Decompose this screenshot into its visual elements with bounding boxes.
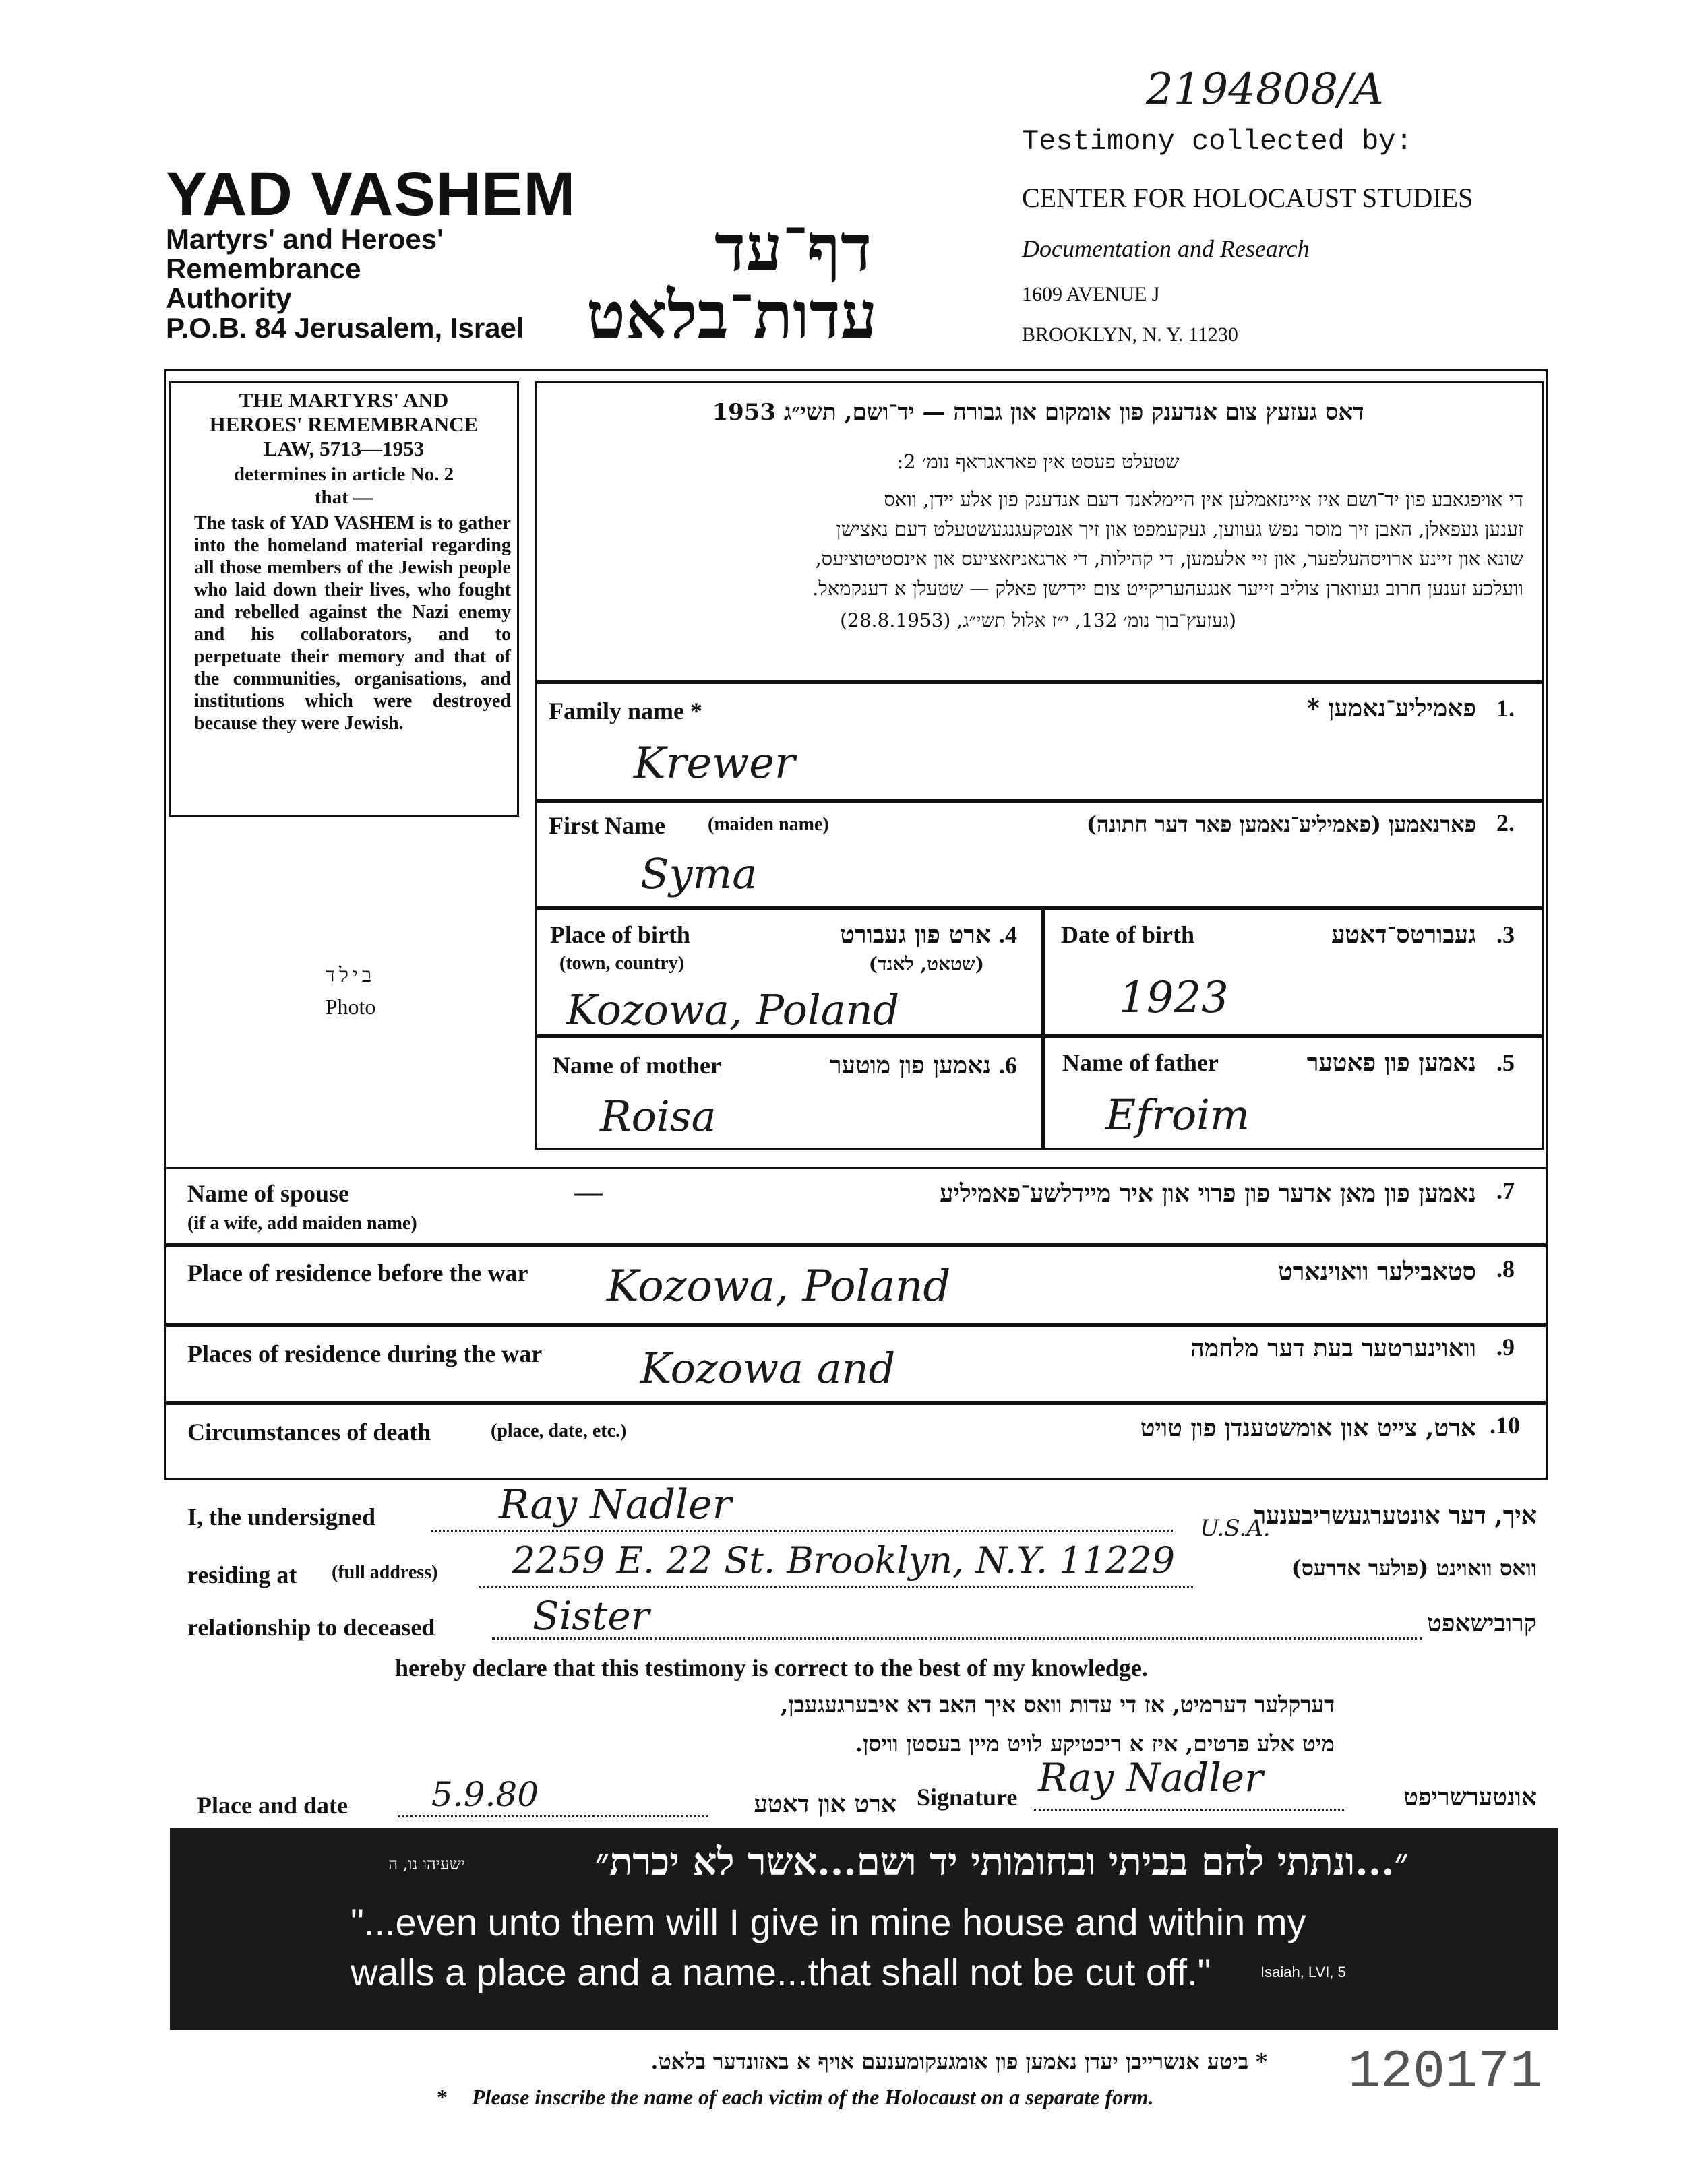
banner-english-ref: Isaiah, LVI, 5 xyxy=(1260,1964,1346,1980)
date-of-birth-label: Date of birth xyxy=(1061,921,1194,948)
first-name-value[interactable]: Syma xyxy=(640,849,758,898)
yiddish-law-line3: די אויפגאבע פון יד־ושם איז איינזאמלען אין היימלאנד דעם אנדענק פון אלע יידן, וואס xyxy=(884,488,1523,511)
place-of-birth-label: Place of birth xyxy=(550,921,690,948)
family-name-value[interactable]: Krewer xyxy=(634,739,795,788)
address-extra[interactable]: U.S.A. xyxy=(1200,1515,1271,1542)
photo-label: Photo xyxy=(325,995,376,1019)
hebrew-title2: עדות־בלאט xyxy=(586,277,878,353)
family-name-heb: פאמיליע־נאמען * xyxy=(1307,694,1476,722)
banner-hebrew-ref: ישעיהו נו, ה xyxy=(388,1854,465,1873)
residence-before-heb: סטאבילער וואוינארט xyxy=(1278,1257,1476,1286)
family-name-label: Family name * xyxy=(549,697,702,724)
mother-num: .6 xyxy=(999,1052,1017,1079)
residence-during-heb: וואוינערטער בעת דער מלחמה xyxy=(1190,1334,1476,1363)
circumstances-sub: (place, date, etc.) xyxy=(491,1421,627,1441)
hebrew-title1: דף־עד xyxy=(714,210,872,286)
place-of-birth-heb-sub: (שטאט, לאנד) xyxy=(868,953,984,975)
law-line4: determines in article No. 2 xyxy=(233,464,454,485)
center-street: 1609 AVENUE J xyxy=(1022,283,1160,305)
father-num: .5 xyxy=(1496,1049,1515,1076)
footer-asterisk: * xyxy=(437,2085,448,2109)
center-city: BROOKLYN, N. Y. 11230 xyxy=(1022,323,1238,346)
place-of-birth-value[interactable]: Kozowa, Poland xyxy=(566,985,900,1034)
banner-english1: "...even unto them will I give in mine house and within my xyxy=(351,1901,1306,1943)
photo-hebrew: בילד xyxy=(325,964,376,987)
mother-heb: נאמען פון מוטער xyxy=(829,1051,991,1080)
relationship-heb: קרובישאפט xyxy=(1427,1609,1537,1637)
yiddish-law-line7: (געזעץ־בוך נומ׳ 132, י״ז אלול תשי״ג, (28.8.1953) xyxy=(840,609,1236,631)
yiddish-law-line1: דאס געזעץ צום אנדענק פון אומקום און גבורה — יד־ושם, תשי״ג 1953 xyxy=(712,399,1364,426)
residence-during-num: .9 xyxy=(1496,1334,1515,1361)
undersigned-heb: איך, דער אונטערגעשריבענער xyxy=(1254,1501,1537,1530)
yiddish-law-line5: שונא און זיינע ארויסהעלפער, און זיי אלעמען, די קהילות, די ארגאניזאציעס און אינסטיטוציעס, xyxy=(815,547,1523,570)
signature-value[interactable]: Ray Nadler xyxy=(1038,1755,1263,1801)
archive-number: 2194808/A xyxy=(1146,65,1384,115)
place-date-line xyxy=(398,1815,708,1817)
declare-en: hereby declare that this testimony is correct to the best of my knowledge. xyxy=(395,1654,1148,1681)
center-sub: Documentation and Research xyxy=(1022,235,1310,262)
declare-heb1: דערקלער דערמיט, אז די עדות וואס איך האב דא איבערגעגעבן, xyxy=(780,1691,1335,1718)
father-heb: נאמען פון פאטער xyxy=(1306,1049,1476,1077)
address-value[interactable]: 2259 E. 22 St. Brooklyn, N.Y. 11229 xyxy=(512,1539,1176,1582)
undersigned-label: I, the undersigned xyxy=(187,1503,376,1530)
place-date-heb: ארט און דאטע xyxy=(754,1790,896,1818)
circumstances-heb: ארט, צייט און אומשטענדן פון טויט xyxy=(1140,1414,1476,1442)
law-title1: THE MARTYRS' AND xyxy=(239,388,449,412)
residence-during-value[interactable]: Kozowa and xyxy=(640,1344,896,1393)
date-of-birth-num: .3 xyxy=(1496,921,1515,948)
org-name: YAD VASHEM xyxy=(166,160,576,228)
circumstances-num: .10 xyxy=(1490,1412,1520,1439)
org-line3: Authority xyxy=(166,282,292,314)
spouse-sub: (if a wife, add maiden name) xyxy=(187,1213,417,1234)
signature-heb: אונטערשריפט xyxy=(1403,1783,1537,1811)
address-line xyxy=(479,1586,1193,1588)
law-title3: LAW, 5713—1953 xyxy=(263,437,425,460)
place-date-label: Place and date xyxy=(197,1792,348,1819)
undersigned-value[interactable]: Ray Nadler xyxy=(499,1481,732,1528)
residence-before-label: Place of residence before the war xyxy=(187,1259,528,1286)
yiddish-law-line4: זענען געפאלן, האבן זיך מוסר נפש געווען, געקעמפט און זיך אנטקעגנגעשטעלט דעם נאצישן xyxy=(836,518,1523,540)
relationship-label: relationship to deceased xyxy=(187,1614,435,1641)
yiddish-law-line6: וועלכע זענען חרוב געווארן צוליב זייער אנגעהעריקייט צום יידישן פאלק — שטעלן א דענקמאל. xyxy=(812,577,1523,600)
father-value[interactable]: Efroim xyxy=(1105,1090,1250,1140)
org-line2: Remembrance xyxy=(166,253,361,284)
undersigned-line xyxy=(431,1530,1173,1532)
father-label: Name of father xyxy=(1062,1049,1219,1076)
date-of-birth-heb: געבורטס־דאטע xyxy=(1331,921,1476,949)
banner-english2: walls a place and a name...that shall not be cut off." xyxy=(351,1951,1211,1993)
residence-during-label: Places of residence during the war xyxy=(187,1340,543,1367)
org-line4: P.O.B. 84 Jerusalem, Israel xyxy=(166,312,524,344)
place-of-birth-sub: (town, country) xyxy=(559,953,685,974)
law-line5: that — xyxy=(314,487,373,508)
family-name-num: 1. xyxy=(1496,695,1515,722)
first-name-num: 2. xyxy=(1496,809,1515,836)
spouse-label: Name of spouse xyxy=(187,1180,349,1207)
spouse-num: .7 xyxy=(1496,1177,1515,1204)
law-title2: HEROES' REMEMBRANCE xyxy=(209,412,479,436)
law-body: The task of YAD VASHEM is to gather into the homeland material regarding all those members of the Jewish people who laid down their lives, who fought and rebelled against the Nazi enemy and his collaborators, and to perpetuate their memory and that of the communities, organisations, and institutions which were destroyed because they were Jewish. xyxy=(194,513,511,734)
collected-by-label: Testimony collected by: xyxy=(1022,125,1413,158)
place-of-birth-heb: ארט פון געבורט xyxy=(840,921,991,949)
address-heb: וואס וואוינט (פולער אדרעס) xyxy=(1291,1555,1537,1581)
org-line1: Martyrs' and Heroes' xyxy=(166,223,444,255)
residence-before-num: .8 xyxy=(1496,1255,1515,1282)
yiddish-law-line2: שטעלט פעסט אין פאראגראף נומ׳ 2: xyxy=(896,450,1180,473)
spouse-heb: נאמען פון מאן אדער פון פרוי און איר מיידלשע־פאמיליע xyxy=(940,1179,1476,1208)
banner-hebrew: ״...ונתתי להם בביתי ובחומותי יד ושם...אשר לא יכרת״ xyxy=(595,1840,1409,1884)
first-name-label: First Name xyxy=(549,812,665,839)
place-of-birth-num: .4 xyxy=(999,921,1017,948)
place-date-value[interactable]: 5.9.80 xyxy=(431,1775,539,1814)
spouse-value[interactable]: — xyxy=(573,1174,604,1210)
stamp-number: 120171 xyxy=(1348,2042,1543,2103)
circumstances-label: Circumstances of death xyxy=(187,1418,431,1445)
declare-heb2: מיט אלע פרטים, איז א ריכטיקע לויט מיין בעסטן וויסן. xyxy=(855,1730,1335,1757)
address-label: residing at xyxy=(187,1561,297,1588)
relationship-value[interactable]: Sister xyxy=(532,1593,650,1639)
mother-value[interactable]: Roisa xyxy=(600,1092,717,1141)
residence-before-value[interactable]: Kozowa, Poland xyxy=(607,1261,951,1311)
footer-yiddish: * ביטע אנשרייבן יעדן נאמען פון אומגעקומענעם אויף א באזונדער בלאט. xyxy=(650,2049,1267,2074)
date-of-birth-value[interactable]: 1923 xyxy=(1119,973,1229,1023)
mother-label: Name of mother xyxy=(553,1052,721,1079)
signature-line xyxy=(1034,1809,1344,1811)
footer-english: Please inscribe the name of each victim of the Holocaust on a separate form. xyxy=(472,2085,1154,2109)
address-sub: (full address) xyxy=(332,1562,438,1583)
first-name-sub: (maiden name) xyxy=(708,814,829,835)
signature-label: Signature xyxy=(917,1784,1018,1811)
center-name: CENTER FOR HOLOCAUST STUDIES xyxy=(1022,183,1473,213)
first-name-heb: פארנאמען (פאמיליע־נאמען פאר דער חתונה) xyxy=(1086,811,1476,837)
